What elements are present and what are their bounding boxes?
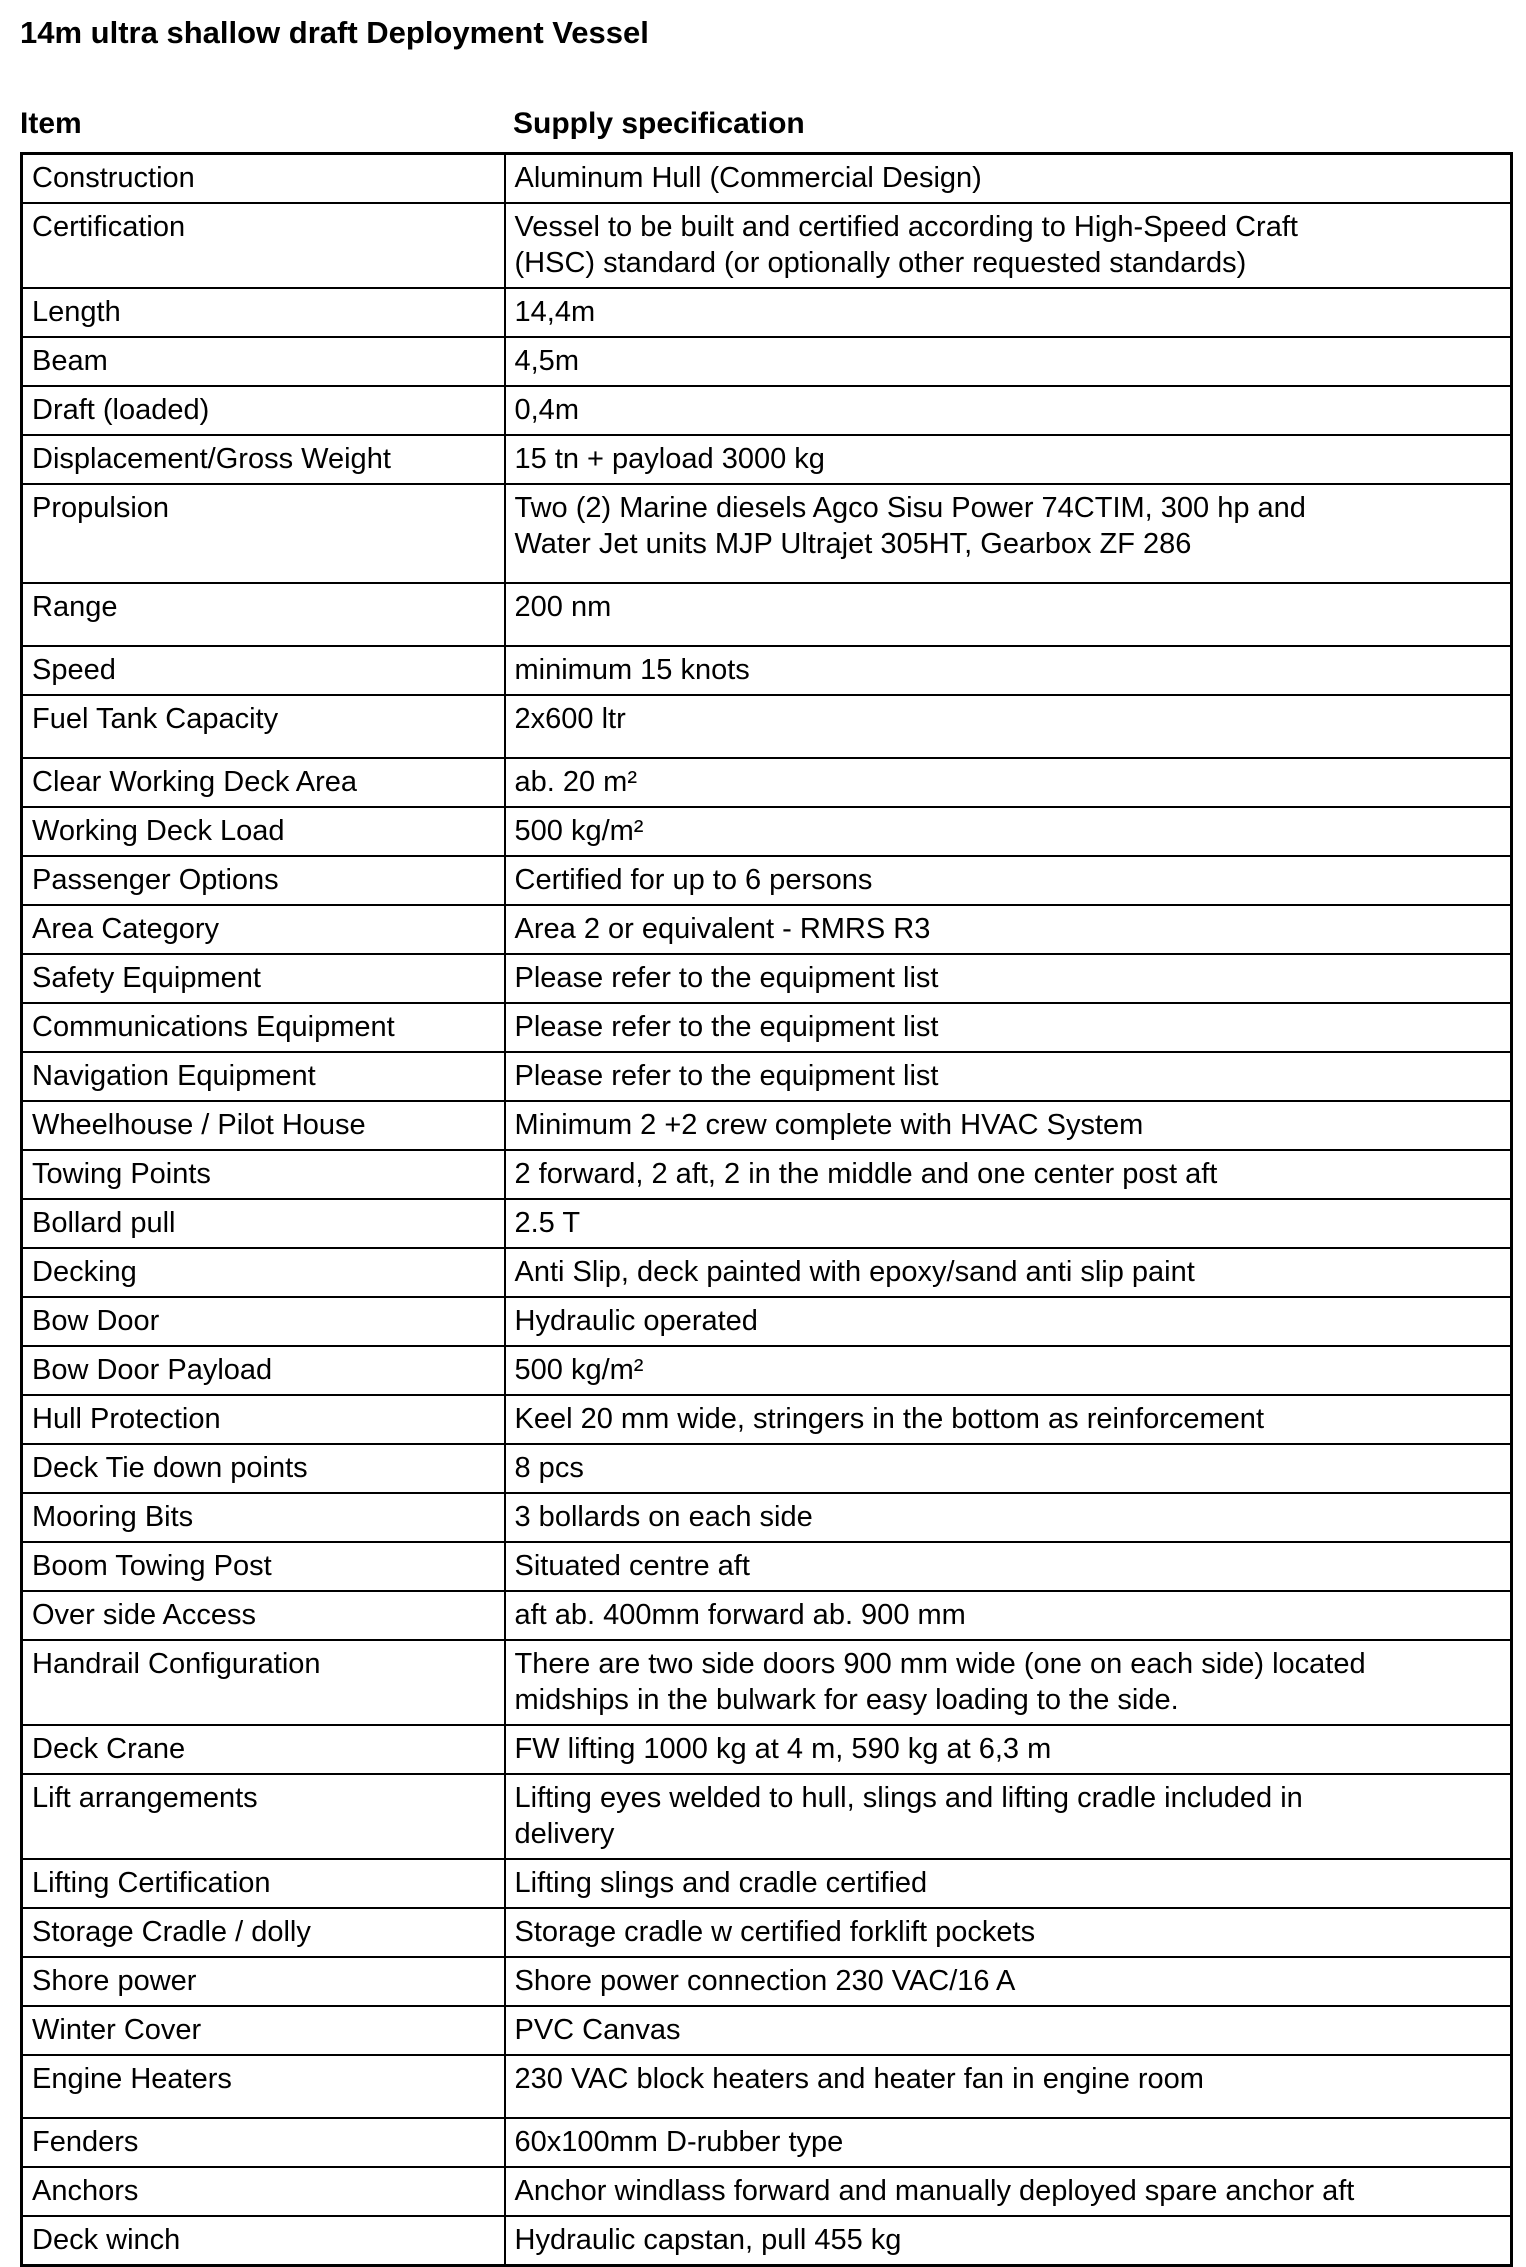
spec-cell: [505, 337, 1512, 386]
table-row: [22, 1052, 1512, 1101]
spec-table-body: [22, 154, 1512, 2266]
table-row: [22, 484, 1512, 583]
item-cell: Boom Towing Post: [22, 1542, 505, 1591]
spec-cell: [505, 1859, 1512, 1908]
table-row: [22, 856, 1512, 905]
spec-cell: [505, 1150, 1512, 1199]
spec-line: PVC Canvas: [514, 2014, 681, 2046]
table-row: [22, 1101, 1512, 1150]
spec-line: FW lifting 1000 kg at 4 m, 590 kg at 6,3 m: [514, 1733, 1052, 1765]
spec-line: Anti Slip, deck painted with epoxy/sand anti slip paint: [514, 1256, 1195, 1288]
spec-cell: [505, 1101, 1512, 1150]
spec-cell: [505, 856, 1512, 905]
spec-line: 2x600 ltr: [514, 703, 626, 735]
spec-line: aft ab. 400mm forward ab. 900 mm: [514, 1599, 966, 1631]
item-cell: Wheelhouse / Pilot House: [22, 1101, 505, 1150]
item-cell: Deck Crane: [22, 1725, 505, 1774]
table-row: [22, 386, 1512, 435]
item-cell: Bow Door: [22, 1297, 505, 1346]
table-row: [22, 1395, 1512, 1444]
item-cell: Working Deck Load: [22, 807, 505, 856]
table-row: [22, 583, 1512, 646]
table-row: [22, 203, 1512, 288]
item-cell: Towing Points: [22, 1150, 505, 1199]
spec-cell: [505, 646, 1512, 695]
spec-cell: [505, 154, 1512, 204]
table-row: [22, 1493, 1512, 1542]
spec-cell: [505, 1908, 1512, 1957]
table-row: [22, 1150, 1512, 1199]
item-cell: Length: [22, 288, 505, 337]
spec-cell: [505, 1395, 1512, 1444]
spec-line: (HSC) standard (or optionally other requested standards): [514, 247, 1247, 279]
spec-cell: [505, 583, 1512, 646]
item-cell: Anchors: [22, 2167, 505, 2216]
spec-line: Lifting eyes welded to hull, slings and lifting cradle included in: [514, 1782, 1303, 1814]
spec-line: 2 forward, 2 aft, 2 in the middle and one center post aft: [514, 1158, 1218, 1190]
spec-cell: [505, 2055, 1512, 2118]
spec-line: 230 VAC block heaters and heater fan in engine room: [514, 2063, 1204, 2095]
item-cell: Over side Access: [22, 1591, 505, 1640]
table-row: [22, 435, 1512, 484]
item-cell: Range: [22, 583, 505, 646]
spec-cell: [505, 905, 1512, 954]
table-row: [22, 1774, 1512, 1859]
spec-cell: [505, 2167, 1512, 2216]
table-row: [22, 807, 1512, 856]
spec-cell: [505, 484, 1512, 583]
item-cell: Clear Working Deck Area: [22, 758, 505, 807]
spec-cell: [505, 435, 1512, 484]
item-cell: Decking: [22, 1248, 505, 1297]
item-cell: Lifting Certification: [22, 1859, 505, 1908]
table-row: [22, 1444, 1512, 1493]
spec-line: 200 nm: [514, 591, 612, 623]
spec-cell: [505, 2216, 1512, 2266]
spec-cell: [505, 1542, 1512, 1591]
table-row: [22, 1640, 1512, 1725]
item-cell: Engine Heaters: [22, 2055, 505, 2118]
item-cell: Fenders: [22, 2118, 505, 2167]
spec-cell: [505, 695, 1512, 758]
table-row: [22, 1346, 1512, 1395]
item-cell: Deck winch: [22, 2216, 505, 2266]
spec-line: 4,5m: [514, 345, 579, 377]
item-cell: Deck Tie down points: [22, 1444, 505, 1493]
column-header-spec: Supply specification: [513, 107, 805, 140]
table-row: [22, 2167, 1512, 2216]
item-cell: Fuel Tank Capacity: [22, 695, 505, 758]
table-row: [22, 905, 1512, 954]
table-row: [22, 1859, 1512, 1908]
column-header-item: Item: [20, 107, 82, 140]
item-cell: Bow Door Payload: [22, 1346, 505, 1395]
spec-line: Water Jet units MJP Ultrajet 305HT, Gearbox ZF 286: [514, 528, 1192, 560]
item-cell: Certification: [22, 203, 505, 288]
spec-line: Anchor windlass forward and manually deployed spare anchor aft: [514, 2175, 1355, 2207]
table-row: [22, 2216, 1512, 2266]
table-row: [22, 1199, 1512, 1248]
item-cell: Navigation Equipment: [22, 1052, 505, 1101]
spec-cell: [505, 203, 1512, 288]
item-cell: Handrail Configuration: [22, 1640, 505, 1725]
table-row: [22, 2006, 1512, 2055]
table-row: [22, 2118, 1512, 2167]
spec-line: Keel 20 mm wide, stringers in the bottom as reinforcement: [514, 1403, 1264, 1435]
table-row: [22, 695, 1512, 758]
spec-line: minimum 15 knots: [514, 654, 750, 686]
item-cell: Communications Equipment: [22, 1003, 505, 1052]
spec-cell: [505, 1248, 1512, 1297]
spec-cell: [505, 1199, 1512, 1248]
spec-line: 8 pcs: [514, 1452, 584, 1484]
spec-line: 3 bollards on each side: [514, 1501, 813, 1533]
spec-cell: [505, 1774, 1512, 1859]
spec-cell: [505, 1052, 1512, 1101]
spec-line: Hydraulic operated: [514, 1305, 758, 1337]
item-cell: Displacement/Gross Weight: [22, 435, 505, 484]
spec-line: Vessel to be built and certified according to High-Speed Craft: [514, 211, 1298, 243]
spec-cell: [505, 1003, 1512, 1052]
spec-line: Storage cradle w certified forklift pockets: [514, 1916, 1036, 1948]
item-cell: Beam: [22, 337, 505, 386]
spec-line: Shore power connection 230 VAC/16 A: [514, 1965, 1016, 1997]
spec-line: Please refer to the equipment list: [514, 1011, 939, 1043]
spec-cell: [505, 807, 1512, 856]
table-row: [22, 758, 1512, 807]
spec-line: 500 kg/m²: [514, 1354, 644, 1386]
item-cell: Safety Equipment: [22, 954, 505, 1003]
item-cell: Construction: [22, 154, 505, 204]
spec-line: There are two side doors 900 mm wide (one on each side) located: [514, 1648, 1366, 1680]
spec-line: Situated centre aft: [514, 1550, 750, 1582]
table-row: [22, 1248, 1512, 1297]
spec-line: 15 tn + payload 3000 kg: [514, 443, 825, 475]
spec-line: 60x100mm D-rubber type: [514, 2126, 844, 2158]
spec-cell: [505, 758, 1512, 807]
spec-cell: [505, 1297, 1512, 1346]
spec-line: 14,4m: [514, 296, 596, 328]
spec-line: Area 2 or equivalent - RMRS R3: [514, 913, 931, 945]
spec-line: Certified for up to 6 persons: [514, 864, 873, 896]
table-row: [22, 1297, 1512, 1346]
table-row: [22, 1725, 1512, 1774]
item-cell: Bollard pull: [22, 1199, 505, 1248]
spec-line: Hydraulic capstan, pull 455 kg: [514, 2224, 902, 2256]
table-row: [22, 1591, 1512, 1640]
spec-line: Two (2) Marine diesels Agco Sisu Power 74CTIM, 300 hp and: [514, 492, 1306, 524]
spec-cell: [505, 288, 1512, 337]
table-row: [22, 1957, 1512, 2006]
table-row: [22, 1908, 1512, 1957]
spec-line: Lifting slings and cradle certified: [514, 1867, 928, 1899]
spec-table: [20, 152, 1513, 2267]
item-cell: Hull Protection: [22, 1395, 505, 1444]
page-title: 14m ultra shallow draft Deployment Vessel: [20, 15, 649, 50]
spec-line: Please refer to the equipment list: [514, 962, 939, 994]
spec-cell: [505, 1444, 1512, 1493]
table-row: [22, 288, 1512, 337]
spec-cell: [505, 1725, 1512, 1774]
table-row: [22, 154, 1512, 204]
table-row: [22, 1542, 1512, 1591]
item-cell: Draft (loaded): [22, 386, 505, 435]
spec-line: 0,4m: [514, 394, 579, 426]
item-cell: Storage Cradle / dolly: [22, 1908, 505, 1957]
item-cell: Passenger Options: [22, 856, 505, 905]
spec-line: Minimum 2 +2 crew complete with HVAC System: [514, 1109, 1144, 1141]
item-cell: Shore power: [22, 1957, 505, 2006]
table-row: [22, 954, 1512, 1003]
spec-cell: [505, 1346, 1512, 1395]
spec-cell: [505, 1640, 1512, 1725]
item-cell: Winter Cover: [22, 2006, 505, 2055]
spec-line: midships in the bulwark for easy loading to the side.: [514, 1684, 1179, 1716]
item-cell: Mooring Bits: [22, 1493, 505, 1542]
column-headers: [20, 106, 1510, 142]
spec-cell: [505, 1493, 1512, 1542]
spec-line: ab. 20 m²: [514, 766, 637, 798]
table-row: [22, 2055, 1512, 2118]
spec-line: delivery: [514, 1818, 615, 1850]
table-row: [22, 1003, 1512, 1052]
spec-line: Aluminum Hull (Commercial Design): [514, 162, 982, 194]
spec-cell: [505, 2118, 1512, 2167]
spec-cell: [505, 2006, 1512, 2055]
item-cell: Speed: [22, 646, 505, 695]
item-cell: Propulsion: [22, 484, 505, 583]
item-cell: Lift arrangements: [22, 1774, 505, 1859]
spec-line: 2.5 T: [514, 1207, 581, 1239]
spec-cell: [505, 954, 1512, 1003]
item-cell: Area Category: [22, 905, 505, 954]
spec-cell: [505, 1591, 1512, 1640]
spec-line: Please refer to the equipment list: [514, 1060, 939, 1092]
spec-cell: [505, 1957, 1512, 2006]
spec-cell: [505, 386, 1512, 435]
spec-line: 500 kg/m²: [514, 815, 644, 847]
table-row: [22, 337, 1512, 386]
table-row: [22, 646, 1512, 695]
